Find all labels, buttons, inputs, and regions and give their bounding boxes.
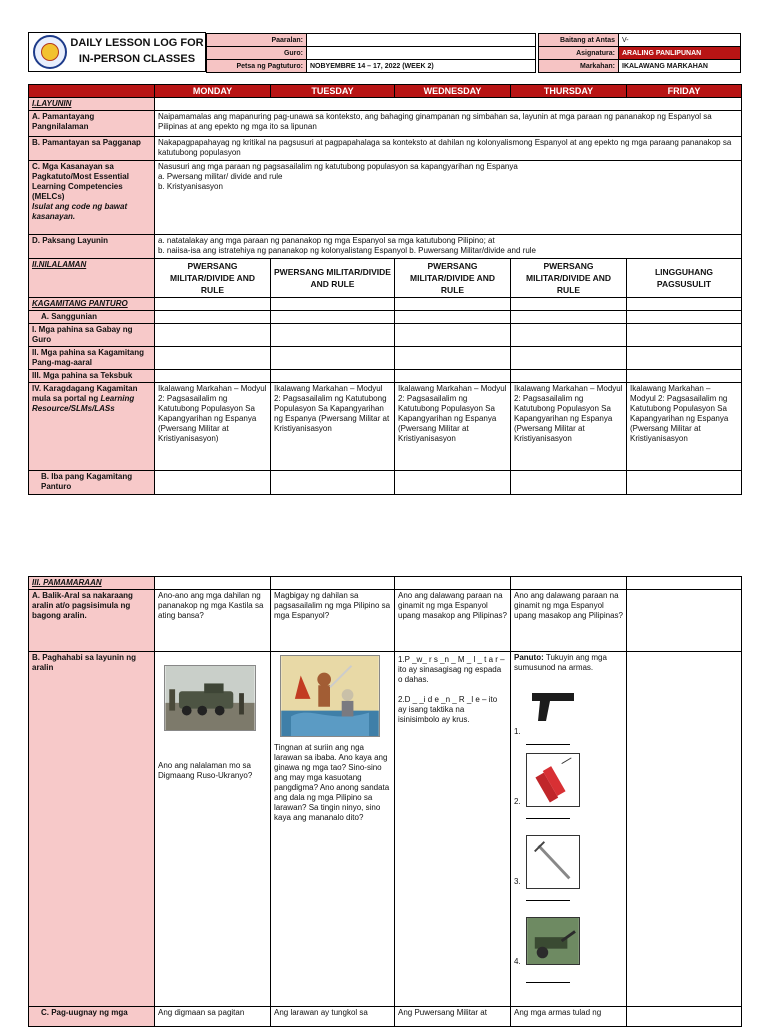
answer-line-2 bbox=[526, 811, 570, 819]
label-iba-pang-kagamitan: B. Iba pang Kagamitang Panturo bbox=[29, 471, 155, 495]
weapon-item-1 bbox=[514, 679, 623, 747]
weapon-number-4: 4. bbox=[514, 957, 521, 966]
pistol-icon bbox=[526, 679, 580, 733]
pamantayan-sa-pagganap-text: Nakapagpapahayag ng kritikal na pagsusuri at pagpapahalaga sa konteksto at dahilan ng kolonyalismong Espanyol at ang epekto ng mga paraang pananakop sa katutubong populasyon bbox=[155, 137, 742, 161]
pag-uugnay-tuesday: Ang larawan ay tungkol sa bbox=[271, 1007, 395, 1027]
balik-aral-thursday: Ano ang dalawang paraan na ginamit ng mga Espanyol upang masakop ang Pilipinas? bbox=[511, 590, 627, 652]
pag-uugnay-thursday: Ang mga armas tulad ng bbox=[511, 1007, 627, 1027]
baitang-value: V- bbox=[619, 34, 741, 47]
answer-line-4 bbox=[526, 975, 570, 983]
weapon-number-1: 1. bbox=[514, 727, 521, 736]
military-convoy-photo bbox=[164, 665, 256, 731]
label-pag-uugnay: C. Pag-uugnay ng mga bbox=[29, 1007, 155, 1027]
petsa-value: NOBYEMBRE 14 – 17, 2022 (WEEK 2) bbox=[307, 60, 536, 73]
weapon-item-2 bbox=[514, 753, 623, 831]
asignatura-value: ARALING PANLIPUNAN bbox=[619, 47, 741, 60]
panuto-instruction bbox=[514, 653, 623, 673]
melcs-line-2: a. Pwersang militar/ divide and rule bbox=[158, 172, 283, 181]
melcs-text bbox=[155, 161, 742, 235]
paghahabi-wednesday bbox=[395, 652, 511, 1007]
section-layunin: I.LAYUNIN bbox=[29, 98, 155, 111]
topic-friday: LINGGUHANG PAGSUSULIT bbox=[627, 259, 742, 298]
asignatura-label: Asignatura: bbox=[539, 47, 619, 60]
balik-aral-tuesday: Magbigay ng dahilan sa pagsasailalim ng mga Pilipino sa mga Espanyol? bbox=[271, 590, 395, 652]
melcs-line-1: Nasusuri ang mga paraan ng pagsasailalim ng katutubong populasyon sa kapangyarihan ng Espanya bbox=[158, 162, 518, 171]
paghahabi-monday-text: Ano ang nalalaman mo sa Digmaang Ruso-Ukranyo? bbox=[158, 761, 253, 780]
paaralan-value bbox=[307, 34, 536, 47]
topic-wednesday: PWERSANG MILITAR/DIVIDE AND RULE bbox=[395, 259, 511, 298]
melcs-note: Isulat ang code ng bawat kasanayan. bbox=[32, 202, 128, 221]
pamantayang-pangnilalaman-text: Naipamamalas ang mapanuring pag-unawa sa konteksto, ang bahaging ginampanan ng simbahan sa, layunin at mga paraan ng pananakop ng Espanyol sa Pilipinas at ang epekto ng mga ito sa lipunan bbox=[155, 111, 742, 137]
meta-left bbox=[206, 33, 536, 73]
weapon-item-4 bbox=[514, 917, 623, 987]
label-kagamitang-pang-mag-aaral: II. Mga pahina sa Kagamitang Pang-mag-aaral bbox=[29, 347, 155, 370]
markahan-value: IKALAWANG MARKAHAN bbox=[619, 60, 741, 73]
label-balik-aral: A. Balik-Aral sa nakaraang aralin at/o pagsisimula ng bagong aralin. bbox=[29, 590, 155, 652]
module-cell-wednesday: Ikalawang Markahan – Modyul 2: Pagsasailalim ng Katutubong Populasyon Sa Kapangyarihan ng Espanya (Pwersang Militar at Kristiyanisasyon bbox=[395, 383, 511, 471]
label-pamantayan-sa-pagganap: B. Pamantayan sa Pagganap bbox=[29, 137, 155, 161]
module-cell-tuesday: Ikalawang Markahan – Modyul 2: Pagsasailalim ng Katutubong Populasyon Sa Kapangyarihan ng Espanya (Pwersang Militar at Kristiyanisasyon bbox=[271, 383, 395, 471]
weapon-number-2: 2. bbox=[514, 797, 521, 806]
label-karagdagang-kagamitan bbox=[29, 383, 155, 471]
baitang-label: Baitang at Antas bbox=[539, 34, 619, 47]
paghahabi-tuesday bbox=[271, 652, 395, 1007]
balik-aral-monday: Ano-ano ang mga dahilan ng pananakop ng mga Kastila sa ating bansa? bbox=[155, 590, 271, 652]
label-gabay-ng-guro: I. Mga pahina sa Gabay ng Guro bbox=[29, 324, 155, 347]
paaralan-label: Paaralan: bbox=[207, 34, 307, 47]
day-monday: MONDAY bbox=[155, 85, 271, 98]
module-cell-thursday: Ikalawang Markahan – Modyul 2: Pagsasailalim ng Katutubong Populasyon Sa Kapangyarihan ng Espanya (Pwersang Militar at Kristiyanisasyon bbox=[511, 383, 627, 471]
melcs-line-3: b. Kristyanisasyon bbox=[158, 182, 223, 191]
label-paksang-layunin: D. Paksang Layunin bbox=[29, 235, 155, 259]
melcs-label-text: C. Mga Kasanayan sa Pagkatuto/Most Essential Learning Competencies (MELCs) bbox=[32, 162, 129, 201]
section-nilalaman: II.NILALAMAN bbox=[29, 259, 155, 298]
meta-right bbox=[538, 33, 741, 73]
pag-uugnay-wednesday: Ang Puwersang Militar at bbox=[395, 1007, 511, 1027]
balik-aral-wednesday: Ano ang dalawang paraan na ginamit ng mga Espanyol upang masakop ang Pilipinas? bbox=[395, 590, 511, 652]
petsa-label: Petsa ng Pagtuturo: bbox=[207, 60, 307, 73]
topic-tuesday: PWERSANG MILITAR/DIVIDE AND RULE bbox=[271, 259, 395, 298]
cannon-icon bbox=[526, 917, 580, 965]
title-line-1: DAILY LESSON LOG FOR bbox=[70, 37, 204, 49]
markahan-label: Markahan: bbox=[539, 60, 619, 73]
day-friday: FRIDAY bbox=[627, 85, 742, 98]
document-header bbox=[28, 32, 741, 72]
day-wednesday: WEDNESDAY bbox=[395, 85, 511, 98]
panuto-label: Panuto: bbox=[514, 653, 544, 662]
module-cell-friday: Ikalawang Markahan – Modyul 2: Pagsasailalim ng Katutubong Populasyon Sa Kapangyarihan ng Espanya (Pwersang Militar at Kristiyanisasyon bbox=[627, 383, 742, 471]
section-kagamitan: KAGAMITANG PANTURO bbox=[29, 298, 155, 311]
label-pamantayang-pangnilalaman: A. Pamantayang Pangnilalaman bbox=[29, 111, 155, 137]
day-tuesday: TUESDAY bbox=[271, 85, 395, 98]
paksang-layunin-line-2: b. naiisa-isa ang istratehiya ng pananakop ng kolonyalistang Espanyol b. Puwersang Militar/divide and rule bbox=[158, 246, 537, 255]
deped-seal-icon bbox=[33, 35, 67, 69]
guro-label: Guro: bbox=[207, 47, 307, 60]
lesson-table-pamamaraan bbox=[28, 576, 742, 1027]
label-sanggunian: A. Sanggunian bbox=[29, 311, 155, 324]
lesson-table-top bbox=[28, 84, 742, 495]
title-line-2: IN-PERSON CLASSES bbox=[78, 53, 196, 65]
karagdagang-label-part1: IV. Karagdagang Kagamitan mula sa portal ng bbox=[32, 384, 138, 403]
paghahabi-monday bbox=[155, 652, 271, 1007]
balik-aral-friday bbox=[627, 590, 742, 652]
pag-uugnay-monday: Ang digmaan sa pagitan bbox=[155, 1007, 271, 1027]
guro-value bbox=[307, 47, 536, 60]
topic-monday: PWERSANG MILITAR/DIVIDE AND RULE bbox=[155, 259, 271, 298]
document-title bbox=[69, 35, 205, 67]
paghahabi-thursday bbox=[511, 652, 627, 1007]
label-teksbuk: III. Mga pahina sa Teksbuk bbox=[29, 370, 155, 383]
answer-line-1 bbox=[526, 737, 570, 745]
puzzle-item-1: 1.P _w_ r s _n _ M _ l _ t a r – ito ay sinasagisag ng espada o dahas. bbox=[398, 655, 505, 684]
day-header-row bbox=[29, 85, 742, 98]
panuto-text: Tukuyin ang mga sumusunod na armas. bbox=[514, 653, 607, 672]
paksang-layunin-text bbox=[155, 235, 742, 259]
title-box bbox=[28, 32, 206, 72]
topic-thursday: PWERSANG MILITAR/DIVIDE AND RULE bbox=[511, 259, 627, 298]
puzzle-item-2: 2.D _ _i d e _n _ R _l e – ito ay isang taktika na isinisimbolo ay krus. bbox=[398, 695, 498, 724]
dynamite-icon bbox=[526, 753, 580, 807]
weapon-number-3: 3. bbox=[514, 877, 521, 886]
module-cell-monday: Ikalawang Markahan – Modyul 2: Pagsasailalim ng Katutubong Populasyon Sa Kapangyarihan ng Espanya (Pwersang Militar at Kristiyanisasyon) bbox=[155, 383, 271, 471]
karagdagang-label-part2: Learning Resource/SLMs/LASs bbox=[32, 394, 135, 413]
weapon-item-3 bbox=[514, 835, 623, 913]
answer-line-3 bbox=[526, 893, 570, 901]
day-thursday: THURSDAY bbox=[511, 85, 627, 98]
label-melcs bbox=[29, 161, 155, 235]
section-pamamaraan: III. PAMAMARAAN bbox=[29, 577, 155, 590]
sword-icon bbox=[526, 835, 580, 889]
label-paghahabi: B. Paghahabi sa layunin ng aralin bbox=[29, 652, 155, 1007]
paghahabi-tuesday-text: Tingnan at suriin ang nga larawan sa ibaba. Ano kaya ang ginawa ng mga tao? Sino-sino ang may mga kasuotang pangdigma? Ano anong sandata ang dala ng mga Pilipino sa larawan? Sa tingin ninyo, sino kaya ang mananalo dito? bbox=[274, 743, 390, 822]
battle-painting bbox=[280, 655, 380, 737]
paksang-layunin-line-1: a. natatalakay ang mga paraan ng pananakop ng mga Espanyol sa mga katutubong Pilipino; at bbox=[158, 236, 495, 245]
